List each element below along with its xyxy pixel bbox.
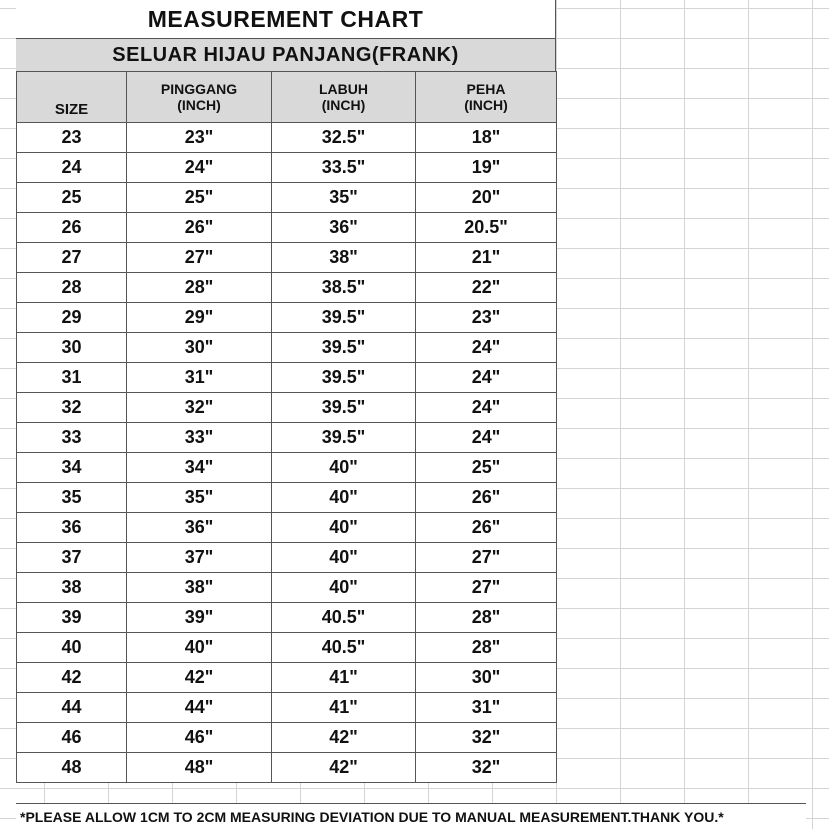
table-row	[17, 123, 557, 153]
labuh-cell: 38"	[272, 243, 416, 273]
labuh-cell: 39.5"	[272, 393, 416, 423]
table-row	[17, 573, 557, 603]
table-row	[17, 483, 557, 513]
table-row	[17, 513, 557, 543]
pinggang-cell: 40"	[127, 633, 272, 663]
pinggang-cell: 26"	[127, 213, 272, 243]
size-cell: 24	[17, 153, 127, 183]
labuh-cell: 41"	[272, 663, 416, 693]
labuh-cell: 33.5"	[272, 153, 416, 183]
peha-cell: 24"	[416, 363, 557, 393]
table-row	[17, 243, 557, 273]
labuh-cell: 39.5"	[272, 303, 416, 333]
labuh-cell: 39.5"	[272, 333, 416, 363]
peha-cell: 32"	[416, 753, 557, 783]
size-cell: 48	[17, 753, 127, 783]
table-row	[17, 153, 557, 183]
table-row	[17, 633, 557, 663]
table-row	[17, 693, 557, 723]
pinggang-cell: 38"	[127, 573, 272, 603]
labuh-cell: 42"	[272, 753, 416, 783]
labuh-cell: 40"	[272, 573, 416, 603]
table-row	[17, 393, 557, 423]
size-cell: 29	[17, 303, 127, 333]
labuh-cell: 40"	[272, 513, 416, 543]
table-row	[17, 423, 557, 453]
size-cell: 30	[17, 333, 127, 363]
peha-cell: 22"	[416, 273, 557, 303]
peha-cell: 19"	[416, 153, 557, 183]
header-peha-unit: (INCH)	[416, 97, 557, 123]
pinggang-cell: 44"	[127, 693, 272, 723]
table-row	[17, 213, 557, 243]
peha-cell: 27"	[416, 543, 557, 573]
labuh-cell: 40.5"	[272, 603, 416, 633]
pinggang-cell: 28"	[127, 273, 272, 303]
size-cell: 36	[17, 513, 127, 543]
size-cell: 32	[17, 393, 127, 423]
peha-cell: 20"	[416, 183, 557, 213]
pinggang-cell: 24"	[127, 153, 272, 183]
size-cell: 34	[17, 453, 127, 483]
size-cell: 26	[17, 213, 127, 243]
labuh-cell: 41"	[272, 693, 416, 723]
size-cell: 23	[17, 123, 127, 153]
pinggang-cell: 32"	[127, 393, 272, 423]
labuh-cell: 40"	[272, 453, 416, 483]
labuh-cell: 35"	[272, 183, 416, 213]
size-cell: 27	[17, 243, 127, 273]
pinggang-cell: 42"	[127, 663, 272, 693]
table-row	[17, 333, 557, 363]
table-header	[17, 72, 557, 123]
peha-cell: 25"	[416, 453, 557, 483]
header-pinggang-unit: (INCH)	[127, 97, 272, 123]
size-cell: 28	[17, 273, 127, 303]
pinggang-cell: 33"	[127, 423, 272, 453]
table-row	[17, 543, 557, 573]
size-cell: 44	[17, 693, 127, 723]
header-labuh-unit: (INCH)	[272, 97, 416, 123]
pinggang-cell: 37"	[127, 543, 272, 573]
pinggang-cell: 27"	[127, 243, 272, 273]
deviation-note: *PLEASE ALLOW 1CM TO 2CM MEASURING DEVIATION DUE TO MANUAL MEASUREMENT.THANK YOU.*	[16, 803, 806, 829]
header-pinggang: PINGGANG	[127, 72, 272, 98]
table-row	[17, 603, 557, 633]
measurement-chart	[16, 0, 556, 783]
peha-cell: 27"	[416, 573, 557, 603]
pinggang-cell: 31"	[127, 363, 272, 393]
peha-cell: 26"	[416, 513, 557, 543]
size-cell: 33	[17, 423, 127, 453]
peha-cell: 18"	[416, 123, 557, 153]
labuh-cell: 38.5"	[272, 273, 416, 303]
pinggang-cell: 23"	[127, 123, 272, 153]
labuh-cell: 36"	[272, 213, 416, 243]
size-cell: 39	[17, 603, 127, 633]
peha-cell: 26"	[416, 483, 557, 513]
pinggang-cell: 29"	[127, 303, 272, 333]
labuh-cell: 39.5"	[272, 363, 416, 393]
table-row	[17, 363, 557, 393]
peha-cell: 24"	[416, 393, 557, 423]
header-peha: PEHA	[416, 72, 557, 98]
size-cell: 35	[17, 483, 127, 513]
peha-cell: 24"	[416, 333, 557, 363]
chart-subtitle: SELUAR HIJAU PANJANG(FRANK)	[16, 38, 556, 71]
peha-cell: 28"	[416, 603, 557, 633]
pinggang-cell: 35"	[127, 483, 272, 513]
pinggang-cell: 30"	[127, 333, 272, 363]
table-row	[17, 303, 557, 333]
table-row	[17, 663, 557, 693]
peha-cell: 23"	[416, 303, 557, 333]
pinggang-cell: 39"	[127, 603, 272, 633]
table-row	[17, 753, 557, 783]
labuh-cell: 42"	[272, 723, 416, 753]
size-table	[16, 71, 557, 783]
size-cell: 42	[17, 663, 127, 693]
peha-cell: 21"	[416, 243, 557, 273]
peha-cell: 20.5"	[416, 213, 557, 243]
pinggang-cell: 46"	[127, 723, 272, 753]
peha-cell: 31"	[416, 693, 557, 723]
table-row	[17, 183, 557, 213]
table-row	[17, 453, 557, 483]
size-cell: 40	[17, 633, 127, 663]
size-cell: 31	[17, 363, 127, 393]
labuh-cell: 32.5"	[272, 123, 416, 153]
size-cell: 37	[17, 543, 127, 573]
header-labuh: LABUH	[272, 72, 416, 98]
pinggang-cell: 25"	[127, 183, 272, 213]
table-row	[17, 723, 557, 753]
header-size: SIZE	[17, 72, 127, 123]
labuh-cell: 40"	[272, 483, 416, 513]
peha-cell: 24"	[416, 423, 557, 453]
chart-title: MEASUREMENT CHART	[16, 0, 556, 38]
peha-cell: 32"	[416, 723, 557, 753]
labuh-cell: 40.5"	[272, 633, 416, 663]
table-row	[17, 273, 557, 303]
size-cell: 25	[17, 183, 127, 213]
size-cell: 46	[17, 723, 127, 753]
table-body	[17, 123, 557, 783]
pinggang-cell: 36"	[127, 513, 272, 543]
peha-cell: 30"	[416, 663, 557, 693]
labuh-cell: 40"	[272, 543, 416, 573]
peha-cell: 28"	[416, 633, 557, 663]
labuh-cell: 39.5"	[272, 423, 416, 453]
pinggang-cell: 34"	[127, 453, 272, 483]
pinggang-cell: 48"	[127, 753, 272, 783]
size-cell: 38	[17, 573, 127, 603]
